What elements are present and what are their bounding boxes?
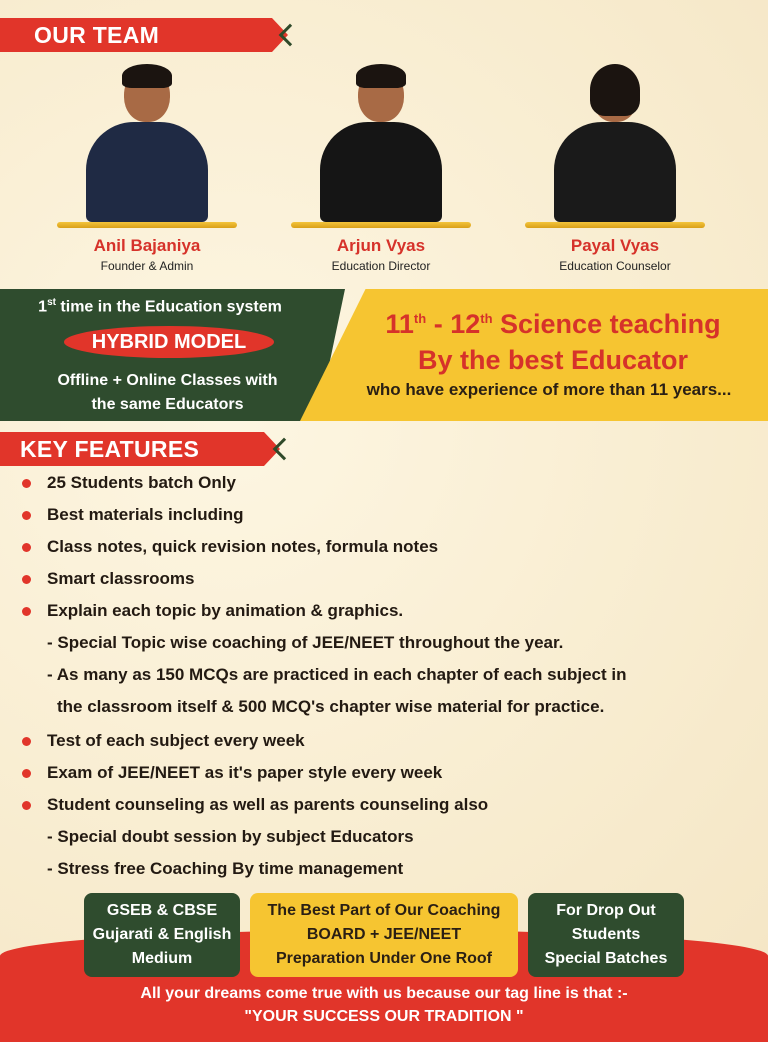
feature-item: Student counseling as well as parents counseling also [47,795,489,814]
feature-subitem: - Stress free Coaching By time management [47,859,404,878]
bullet-icon [22,737,31,746]
feature-subitem: - Special Topic wise coaching of JEE/NEET throughout the year. [47,633,564,652]
bullet-icon [22,607,31,616]
science-teaching-heading: 11th - 12th Science teaching By the best Educator [385,309,721,375]
feature-item: Best materials including [47,505,244,524]
feature-item: Class notes, quick revision notes, formula notes [47,537,439,556]
feature-subitem: - As many as 150 MCQs are practiced in each chapter of each subject in [47,665,627,684]
key-features-banner [0,432,264,466]
offline-online-text: Offline + Online Classes with the same Educators [57,372,278,413]
hybrid-model-block [0,289,768,421]
bullet-icon [22,769,31,778]
bullet-icon [22,511,31,520]
bullet-icon [22,543,31,552]
experience-text: who have experience of more than 11 years... [366,380,732,399]
team-member-anil [52,62,242,273]
member-photo [306,62,456,222]
bullet-icon [22,479,31,488]
tagline-intro: All your dreams come true with us because our tag line is that :- [140,985,628,1002]
hybrid-model-pill: HYBRID MODEL [64,326,274,358]
feature-subitem: the classroom itself & 500 MCQ's chapter wise material for practice. [57,697,605,716]
bullet-icon [22,801,31,810]
first-time-text: 1st time in the Education system [38,297,282,316]
our-team-banner [0,18,272,52]
drop-out-box: For Drop Out Students Special Batches [528,893,684,977]
feature-item: Smart classrooms [47,569,195,588]
member-name: Anil Bajaniya [93,236,201,255]
member-photo [540,62,690,222]
feature-item: Exam of JEE/NEET as it's paper style every week [47,763,443,782]
team-member-payal [520,62,710,273]
feature-item: Explain each topic by animation & graphics. [47,601,404,620]
tagline-quote: "YOUR SUCCESS OUR TRADITION " [244,1008,524,1025]
best-part-box: The Best Part of Our Coaching BOARD + JEE/NEET Preparation Under One Roof [250,893,518,977]
key-features-title: KEY FEATURES [20,436,200,462]
member-role: Education Director [331,259,431,273]
team-member-arjun [286,62,476,273]
member-photo [72,62,222,222]
feature-item: 25 Students batch Only [47,473,236,492]
member-role: Founder & Admin [100,259,194,273]
bullet-icon [22,575,31,584]
board-medium-box: GSEB & CBSE Gujarati & English Medium [84,893,240,977]
member-role: Education Counselor [559,259,671,273]
member-name: Payal Vyas [570,236,660,255]
photo-stand [525,222,705,228]
feature-item: Test of each subject every week [47,731,305,750]
feature-subitem: - Special doubt session by subject Educators [47,827,414,846]
photo-stand [57,222,237,228]
photo-stand [291,222,471,228]
our-team-title: OUR TEAM [34,22,160,48]
member-name: Arjun Vyas [336,236,426,255]
